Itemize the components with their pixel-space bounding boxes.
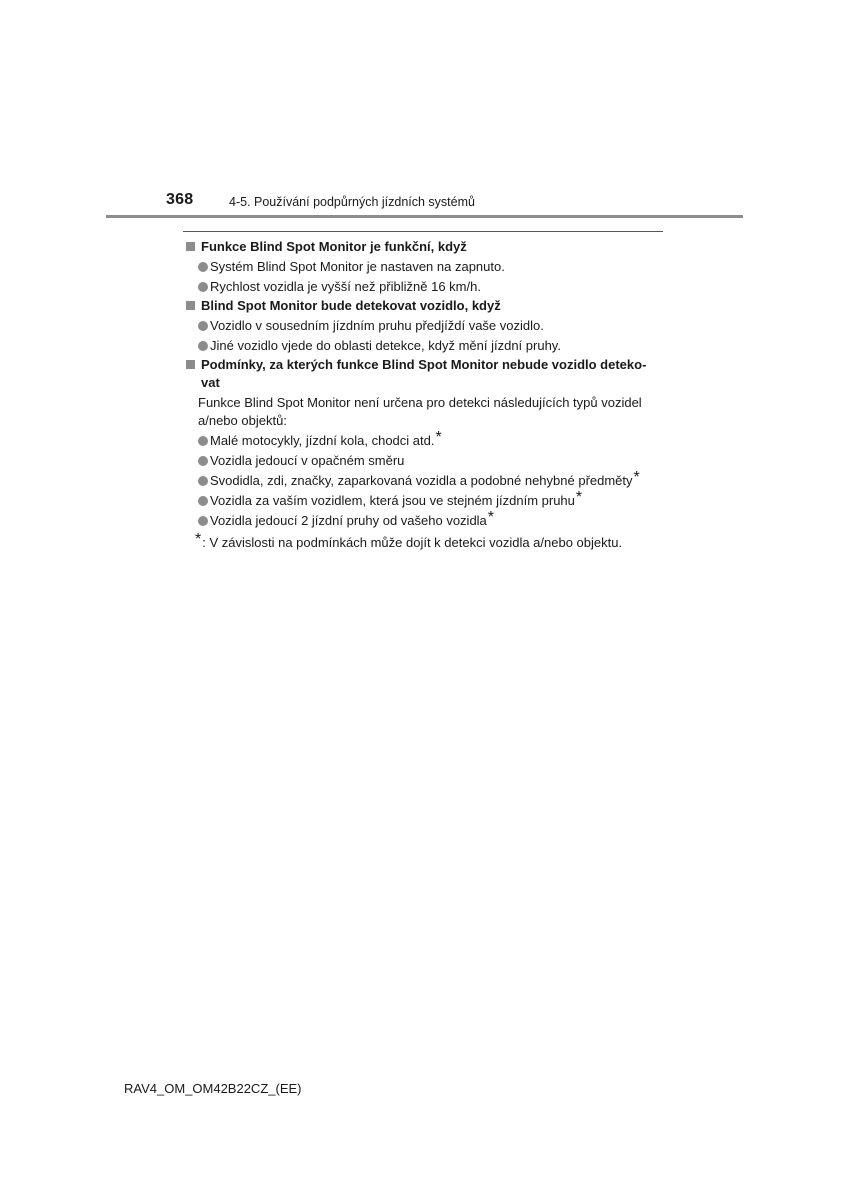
section-heading-functional (183, 238, 663, 256)
dot-bullet-icon (198, 476, 208, 486)
list-item (198, 429, 663, 450)
list-item-label: Vozidla jedoucí 2 jízdní pruhy od vašeho vozidla (210, 513, 487, 528)
header-rule (106, 215, 743, 218)
footnote-text: : V závislosti na podmínkách může dojít k detekci vozidla a/nebo objektu. (202, 535, 623, 550)
asterisk-mark: * (633, 469, 640, 486)
section-heading-detects (183, 297, 663, 315)
list-item (198, 278, 663, 296)
asterisk-mark: * (195, 531, 202, 548)
page-number: 368 (166, 191, 194, 208)
list-item-label: Vozidla za vaším vozidlem, která jsou ve stejném jízdním pruhu (210, 493, 575, 508)
list-item (198, 489, 663, 510)
intro-paragraph: Funkce Blind Spot Monitor není určena pro detekci následujících typů vozidel a/nebo objektů: (198, 395, 642, 428)
square-bullet-icon (186, 242, 195, 251)
footnote (195, 531, 663, 552)
section-title: 4-5. Používání podpůrných jízdních systémů (229, 195, 475, 209)
list-item (198, 509, 663, 530)
page-header (0, 0, 848, 220)
list-item-label: Malé motocykly, jízdní kola, chodci atd. (210, 433, 435, 448)
list-item (198, 337, 663, 355)
list-item (198, 317, 663, 335)
section-heading-not-detected (183, 356, 663, 392)
heading-text: Funkce Blind Spot Monitor je funkční, když (201, 239, 467, 254)
dot-bullet-icon (198, 321, 208, 331)
asterisk-mark: * (575, 489, 583, 506)
document-code: RAV4_OM_OM42B22CZ_(EE) (124, 1081, 302, 1096)
dot-bullet-icon (198, 282, 208, 292)
list-item-text (210, 489, 583, 510)
content-box (183, 231, 663, 552)
list-item-text: Rychlost vozidla je vyšší než přibližně 16 km/h. (210, 279, 481, 294)
square-bullet-icon (186, 301, 195, 310)
dot-bullet-icon (198, 262, 208, 272)
square-bullet-icon (186, 360, 195, 369)
list-item-text: Vozidla jedoucí v opačném směru (210, 453, 405, 468)
dot-bullet-icon (198, 436, 208, 446)
dot-bullet-icon (198, 456, 208, 466)
asterisk-mark: * (487, 509, 495, 526)
heading-text (201, 356, 663, 392)
dot-bullet-icon (198, 341, 208, 351)
list-item (198, 258, 663, 276)
list-item-text: Jiné vozidlo vjede do oblasti detekce, když mění jízdní pruhy. (210, 338, 561, 353)
list-item-text (210, 429, 442, 450)
heading-line-2: vat (201, 375, 220, 390)
list-item-label: Svodidla, zdi, značky, zaparkovaná vozidla a podobné nehybné předměty (210, 473, 633, 488)
list-item (198, 469, 663, 490)
heading-line-1: Podmínky, za kterých funkce Blind Spot Monitor nebude vozidlo deteko- (201, 357, 647, 372)
list-item-text: Systém Blind Spot Monitor je nastaven na zapnuto. (210, 259, 505, 274)
list-item (198, 452, 663, 470)
asterisk-mark: * (435, 429, 442, 446)
heading-text: Blind Spot Monitor bude detekovat vozidlo, když (201, 298, 501, 313)
list-item-text (210, 509, 495, 530)
dot-bullet-icon (198, 496, 208, 506)
dot-bullet-icon (198, 516, 208, 526)
list-item-text (210, 469, 640, 490)
list-item-text: Vozidlo v sousedním jízdním pruhu předjíždí vaše vozidlo. (210, 318, 544, 333)
